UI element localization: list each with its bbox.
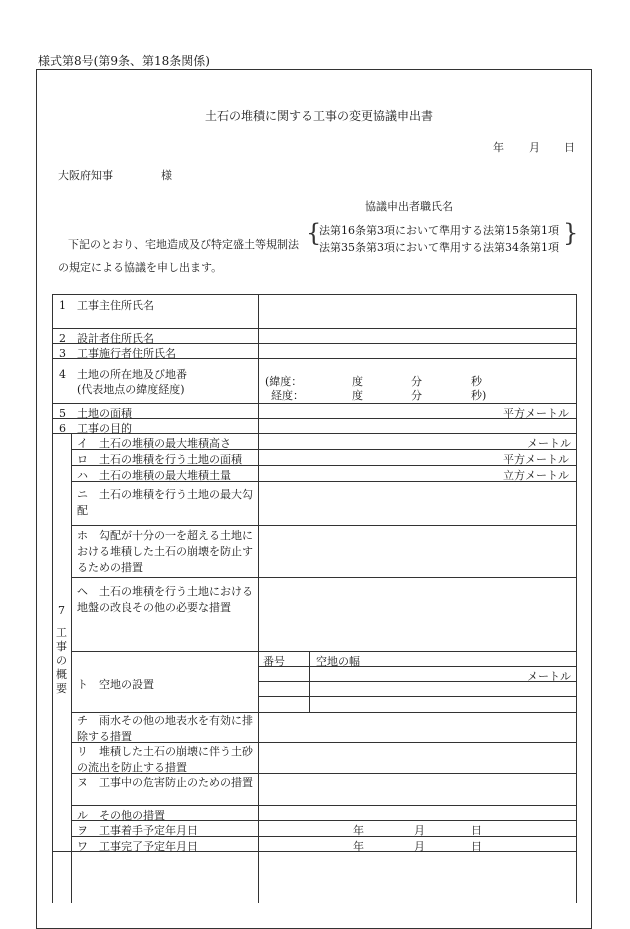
item-to-unit: メートル [527,670,571,683]
date-month: 月 [529,141,540,154]
item-i-label: イ 土石の堆積の最大堆積高さ [77,437,231,450]
item-wo-month: 月 [414,824,425,837]
item-ru-label: ル その他の措置 [77,809,165,822]
date-year: 年 [493,141,504,154]
intro-option-1: 法第16条第3項において準用する法第15条第1項 [319,224,559,237]
row-6-field[interactable] [259,419,575,433]
date-day: 日 [564,141,575,154]
item-wo-day: 日 [471,824,482,837]
item-wa-day: 日 [471,840,482,853]
row-2-field[interactable] [259,329,575,343]
row-1-label: 1 工事主住所氏名 [59,299,154,312]
item-wo-year: 年 [353,824,364,837]
item-ri-label: リ 堆積した土石の崩壊に伴う土砂の流出を防止する措置 [77,745,253,774]
item-nu-label: ヌ 工事中の危害防止のための措置 [77,776,253,789]
row-5-unit: 平方メートル [503,407,569,420]
item-ni-label: ニ 土石の堆積を行う土地の最大勾配 [77,488,253,517]
item-wa-label: ワ 工事完了予定年月日 [77,840,198,853]
longitude-minute: 分 [411,389,422,402]
latitude-minute: 分 [411,375,422,388]
item-ha-label: ハ 土石の堆積の最大堆積土量 [77,469,231,482]
section-7-char-1: 工 [56,626,67,639]
left-brace: { [306,219,322,247]
item-to-label: ト 空地の設置 [77,678,154,691]
section-7-char-2: 事 [56,640,67,653]
row-5-label: 5 土地の面積 [59,407,132,420]
intro-lead: 下記のとおり、宅地造成及び特定盛土等規制法 [68,238,299,251]
longitude-label: 経度： [271,389,304,402]
longitude-second: 秒) [471,389,487,402]
item-wa-month: 月 [414,840,425,853]
item-ro-label: ロ 土石の堆積を行う土地の面積 [77,453,242,466]
addressee-honorific: 様 [161,169,172,182]
intro-tail: の規定による協議を申し出ます。 [58,261,223,274]
row-1-field[interactable] [259,295,575,328]
section-7-char-5: 要 [56,682,67,695]
row-3-field[interactable] [259,344,575,358]
item-to-col-width: 空地の幅 [316,655,360,668]
longitude-degree: 度 [352,389,363,402]
right-brace: } [563,219,579,247]
item-ha-unit: 立方メートル [503,469,569,482]
row-4-label-line2: (代表地点の緯度経度) [77,383,185,396]
form-title: 土石の堆積に関する工事の変更協議申出書 [205,109,434,123]
latitude-label: (緯度： [265,375,303,388]
row-2-label: 2 設計者住所氏名 [59,332,154,345]
row-4-label-line1: 4 土地の所在地及び地番 [59,368,187,381]
latitude-degree: 度 [352,375,363,388]
item-wa-year: 年 [353,840,364,853]
item-chi-label: チ 雨水その他の地表水を有効に排除する措置 [77,714,253,743]
row-6-label: 6 工事の目的 [59,422,132,435]
form-number: 様式第8号(第9条、第18条関係) [38,54,210,68]
section-7-char-3: の [56,654,67,667]
item-i-unit: メートル [527,437,571,450]
addressee-name: 大阪府知事 [58,169,113,182]
row-3-label: 3 工事施行者住所氏名 [59,347,176,360]
item-ho-label: ホ 勾配が十分の一を超える土地における堆積した土石の崩壊を防止するための措置 [77,529,253,574]
item-ro-unit: 平方メートル [503,453,569,466]
item-wo-label: ヲ 工事着手予定年月日 [77,824,198,837]
intro-option-2: 法第35条第3項において準用する法第34条第1項 [319,241,559,254]
item-he-label: ヘ 土石の堆積を行う土地における地盤の改良その他の必要な措置 [77,585,253,614]
section-7-char-4: 概 [56,668,67,681]
section-7-number: 7 [58,604,65,617]
item-to-col-number: 番号 [263,655,285,668]
applicant-label: 協議申出者職氏名 [365,200,453,213]
latitude-second: 秒 [471,375,482,388]
